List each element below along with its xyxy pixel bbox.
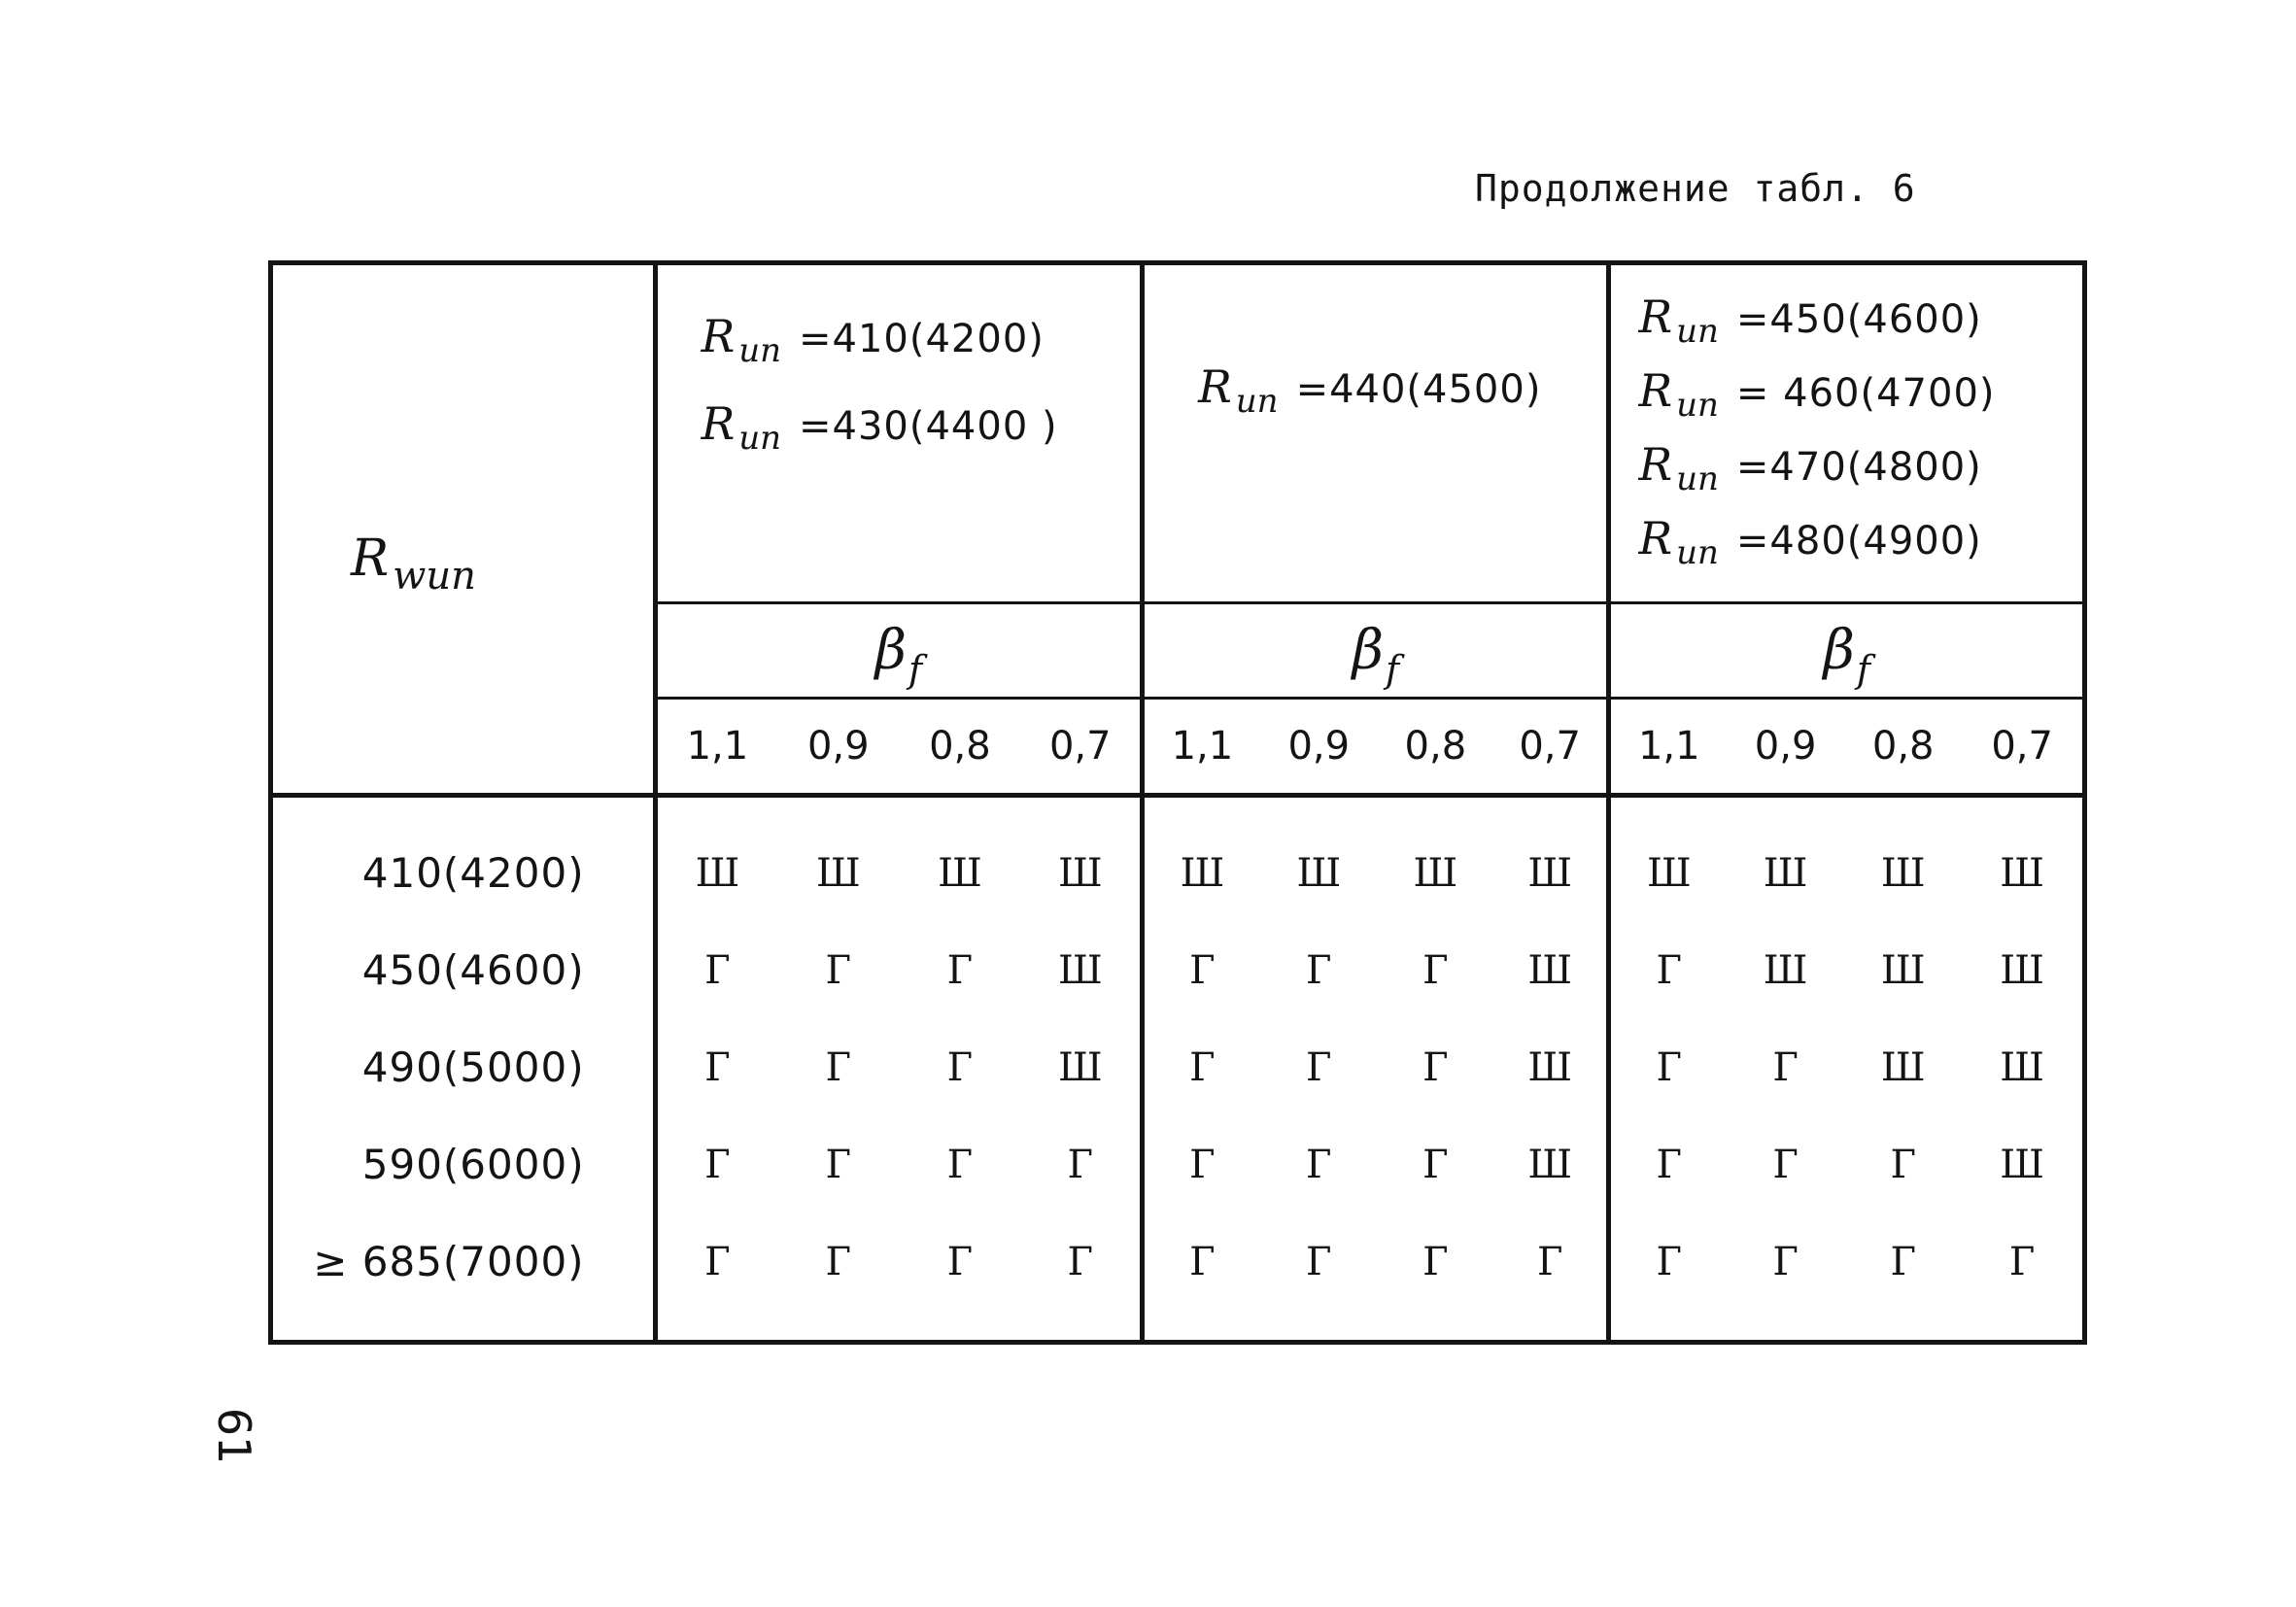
- r-un-line: [1638, 438, 2082, 498]
- table-cell: Ш: [1763, 947, 1808, 993]
- r-symbol: R: [1198, 360, 1232, 413]
- table-cell: Ш: [2000, 1044, 2044, 1090]
- table-cell: Ш: [655, 825, 777, 922]
- table-cell: Г: [1890, 1142, 1916, 1187]
- spacer-cell: [655, 1311, 1143, 1343]
- coef-cell: 0,7: [1962, 699, 2084, 796]
- coef-cell: 0,9: [1260, 699, 1378, 796]
- r-symbol: R: [1638, 364, 1673, 417]
- table-cell: Г: [946, 1239, 974, 1284]
- table-cell: Г: [946, 1142, 974, 1187]
- table-cell: Г: [1772, 1239, 1799, 1284]
- row-header-subscript: wun: [393, 553, 476, 598]
- table-row: [271, 922, 2085, 1019]
- r-symbol: R: [701, 310, 736, 362]
- table-cell: Г: [655, 1116, 777, 1214]
- row-label: 590(6000): [361, 1141, 585, 1188]
- table-row: [271, 1214, 2085, 1311]
- table-cell: Г: [825, 1239, 852, 1284]
- table-cell: Ш: [1880, 947, 1926, 993]
- r-value: =410(4200): [799, 317, 1045, 361]
- table-cell: Ш: [1057, 850, 1103, 896]
- coef-cell: 0,9: [1727, 699, 1844, 796]
- r-value: =470(4800): [1735, 445, 1982, 490]
- row-header-symbol: R: [351, 529, 390, 588]
- table-cell: Ш: [1057, 1044, 1103, 1090]
- beta-symbol: β: [1823, 619, 1855, 682]
- group-header-3: [1609, 263, 2085, 603]
- table-cell: Ш: [2000, 850, 2044, 896]
- r-subscript: un: [1235, 382, 1279, 421]
- coef-cell: 1,1: [1609, 699, 1727, 796]
- table-cell: Г: [1422, 1142, 1449, 1187]
- row-label: ≥ 685(7000): [313, 1238, 585, 1285]
- r-un-line: [701, 397, 1141, 458]
- table-cell: Г: [1067, 1142, 1094, 1187]
- table-cell: Ш: [2000, 947, 2044, 993]
- table-cell: Г: [1143, 1116, 1260, 1214]
- table-cell: Г: [946, 947, 974, 993]
- table-cell: Ш: [815, 850, 861, 896]
- table-cell: Ш: [1413, 850, 1458, 896]
- spacer-cell: [1143, 796, 1609, 825]
- table-cell: Ш: [938, 850, 982, 896]
- group-header-row: [271, 263, 2085, 603]
- r-subscript: un: [1676, 533, 1719, 572]
- coef-cell: 0,9: [777, 699, 899, 796]
- r-symbol: R: [701, 397, 736, 450]
- table-cell: Г: [1772, 1142, 1799, 1187]
- r-subscript: un: [1676, 312, 1719, 351]
- spacer-cell: [1609, 1311, 2085, 1343]
- row-label: 490(5000): [361, 1043, 585, 1091]
- table-cell: Г: [2008, 1239, 2036, 1284]
- coef-cell: 1,1: [655, 699, 777, 796]
- table-cell: Г: [1609, 1214, 1727, 1311]
- table-cell: Г: [1306, 947, 1332, 993]
- r-un-line: [1198, 360, 1606, 421]
- r-symbol: R: [1638, 512, 1673, 564]
- spacer-cell: [655, 796, 1143, 825]
- spacer-cell: [1143, 1311, 1609, 1343]
- table-body: [271, 825, 2085, 1343]
- table-cell: Г: [655, 1019, 777, 1116]
- r-un-line: [1638, 512, 2082, 572]
- coef-cell: 0,7: [1493, 699, 1609, 796]
- table-cell: Ш: [1609, 825, 1727, 922]
- table-cell: Ш: [2000, 1142, 2044, 1187]
- beta-cell: [1609, 603, 2085, 699]
- row-label: 410(4200): [361, 849, 585, 897]
- coef-cell: 0,8: [1378, 699, 1493, 796]
- r-subscript: un: [738, 419, 782, 458]
- table-row: [271, 1019, 2085, 1116]
- group-header-1: [655, 263, 1143, 603]
- table-cell: Ш: [1527, 1044, 1572, 1090]
- table-cell: Г: [1422, 947, 1449, 993]
- beta-symbol: β: [874, 619, 907, 682]
- table-cell: Г: [1143, 1214, 1260, 1311]
- r-symbol: R: [1638, 291, 1673, 343]
- beta-subscript: f: [1856, 648, 1870, 691]
- r-subscript: un: [738, 331, 782, 370]
- table-cell: Ш: [1880, 850, 1926, 896]
- table-cell: Г: [1536, 1239, 1563, 1284]
- table-caption: Продолжение табл. 6: [1475, 167, 1916, 210]
- spacer-cell: [271, 796, 656, 825]
- r-subscript: un: [1676, 460, 1719, 498]
- r-subscript: un: [1676, 386, 1719, 425]
- coef-cell: 0,8: [1844, 699, 1962, 796]
- r-un-line: [1638, 291, 2082, 351]
- table-cell: Ш: [1763, 850, 1808, 896]
- table-cell: Г: [1306, 1044, 1332, 1090]
- table-cell: Г: [1306, 1142, 1332, 1187]
- coef-cell: 0,7: [1020, 699, 1142, 796]
- group-header-2: [1143, 263, 1609, 603]
- table-cell: Г: [655, 922, 777, 1019]
- table-cell: Г: [1067, 1239, 1094, 1284]
- spacer-cell: [271, 1311, 656, 1343]
- table-cell: Г: [1306, 1239, 1332, 1284]
- spacer-row: [271, 1311, 2085, 1343]
- table-row: [271, 825, 2085, 922]
- coef-cell: 0,8: [899, 699, 1020, 796]
- r-value: = 460(4700): [1735, 371, 1996, 416]
- table-cell: Ш: [1880, 1044, 1926, 1090]
- beta-subscript: f: [908, 648, 923, 691]
- table-cell: Г: [825, 1142, 852, 1187]
- table-cell: Г: [1422, 1239, 1449, 1284]
- row-header-cell: [271, 263, 656, 796]
- beta-subscript: f: [1385, 648, 1400, 691]
- table-cell: Г: [1422, 1044, 1449, 1090]
- beta-symbol: β: [1352, 619, 1384, 682]
- table-cell: Ш: [1143, 825, 1260, 922]
- r-value: =430(4400 ): [799, 404, 1058, 449]
- table-cell: Г: [1772, 1044, 1799, 1090]
- table-cell: Г: [1609, 1116, 1727, 1214]
- table-cell: Г: [825, 1044, 852, 1090]
- table-cell: Ш: [1527, 947, 1572, 993]
- table-cell: Ш: [1527, 850, 1572, 896]
- table-cell: Г: [1143, 1019, 1260, 1116]
- row-label: 450(4600): [361, 946, 585, 994]
- table-cell: Г: [1609, 922, 1727, 1019]
- table-cell: Г: [1890, 1239, 1916, 1284]
- coef-cell: 1,1: [1143, 699, 1260, 796]
- table-row: [271, 1116, 2085, 1214]
- r-value: =450(4600): [1735, 297, 1982, 342]
- r-value: =440(4500): [1295, 367, 1542, 412]
- r-symbol: R: [1638, 438, 1673, 491]
- r-un-line: [701, 310, 1141, 370]
- table-cell: Ш: [1057, 947, 1103, 993]
- r-value: =480(4900): [1735, 519, 1982, 564]
- spacer-cell: [1609, 796, 2085, 825]
- table-cell: Г: [825, 947, 852, 993]
- table-cell: Ш: [1527, 1142, 1572, 1187]
- data-table: [268, 260, 2087, 1345]
- beta-cell: [655, 603, 1143, 699]
- table-cell: Г: [1609, 1019, 1727, 1116]
- page-number: 61: [208, 1407, 260, 1465]
- table-cell: Г: [946, 1044, 974, 1090]
- table-cell: Г: [655, 1214, 777, 1311]
- table-cell: Г: [1143, 922, 1260, 1019]
- beta-cell: [1143, 603, 1609, 699]
- spacer-row: [271, 796, 2085, 825]
- r-un-line: [1638, 364, 2082, 425]
- table-cell: Ш: [1296, 850, 1342, 896]
